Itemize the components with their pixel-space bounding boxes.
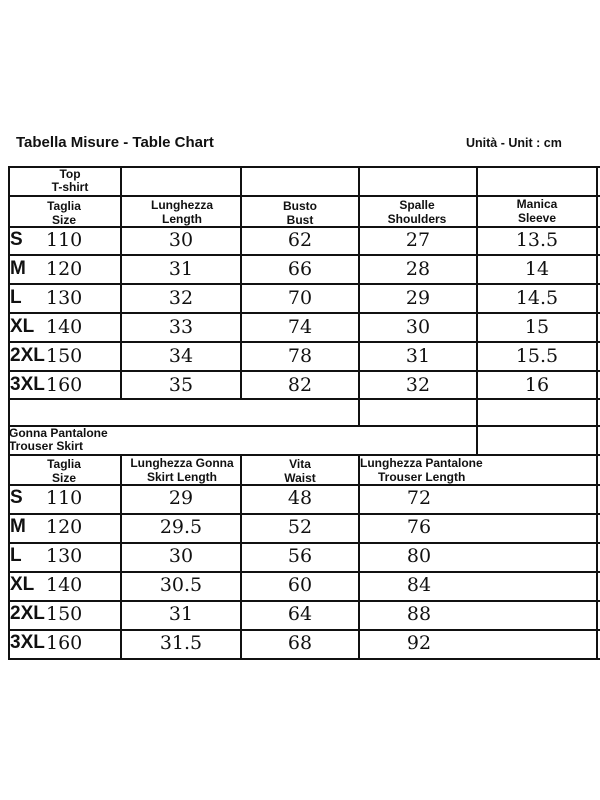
bottom-row-height-value: 110 (46, 487, 83, 509)
bottom-row-size-label: S (10, 487, 23, 508)
top-row-cell: 32 (405, 374, 431, 396)
bottom-row-height-value: 140 (46, 574, 83, 596)
top-row-cell: 16 (524, 374, 550, 396)
top-row-size-label: 3XL (10, 374, 45, 395)
top-row-cell: 35 (168, 374, 194, 396)
bottom-row-size-label: L (10, 545, 22, 566)
top-row-cell: 82 (287, 374, 313, 396)
bottom-row-size-label: XL (10, 574, 35, 595)
top-header-length: Lunghezza Length (151, 198, 213, 226)
bottom-row-cell: 80 (406, 545, 432, 567)
bottom-row-height-value: 120 (46, 516, 83, 538)
top-row-cell: 66 (287, 258, 313, 280)
bottom-section-label-line2: Trouser Skirt (9, 439, 84, 453)
top-row-height-value: 140 (46, 316, 83, 338)
top-row-cell: 28 (405, 258, 431, 280)
bottom-row-cell: 52 (287, 516, 313, 538)
top-row-cell: 13.5 (515, 229, 559, 251)
top-header-shoulders: Spalle Shoulders (387, 198, 447, 226)
top-row-cell: 14 (524, 258, 550, 280)
bottom-row-cell: 29.5 (159, 516, 203, 538)
top-row-cell: 74 (287, 316, 313, 338)
top-row-cell: 70 (287, 287, 313, 309)
top-row-height-value: 120 (46, 258, 83, 280)
top-row-cell: 31 (168, 258, 194, 280)
bottom-row-cell: 92 (406, 632, 432, 654)
bottom-header-waist: Vita Waist (284, 457, 316, 485)
bottom-header-trouser-length: Lunghezza Pantalone Trouser Length (360, 456, 483, 484)
bottom-row-size-label: 2XL (10, 603, 45, 624)
top-row-cell: 30 (405, 316, 431, 338)
bottom-header-size: Taglia Size (47, 457, 81, 485)
bottom-row-cell: 64 (287, 603, 313, 625)
bottom-row-cell: 31 (168, 603, 194, 625)
top-header-bust: Busto Bust (283, 199, 317, 227)
top-row-cell: 27 (405, 229, 431, 251)
top-row-height-value: 130 (46, 287, 83, 309)
bottom-row-height-value: 160 (46, 632, 83, 654)
top-row-height-value: 160 (46, 374, 83, 396)
bottom-row-cell: 68 (287, 632, 313, 654)
top-row-size-label: M (10, 258, 26, 279)
top-row-cell: 15.5 (515, 345, 559, 367)
bottom-row-size-label: M (10, 516, 26, 537)
bottom-row-cell: 84 (406, 574, 432, 596)
top-row-cell: 29 (405, 287, 431, 309)
top-row-size-label: 2XL (10, 345, 45, 366)
top-header-size: Taglia Size (47, 199, 81, 227)
top-row-cell: 78 (287, 345, 313, 367)
bottom-section-label-line1: Gonna Pantalone (9, 426, 108, 440)
bottom-row-cell: 88 (406, 603, 432, 625)
top-row-height-value: 110 (46, 229, 83, 251)
bottom-row-cell: 56 (287, 545, 313, 567)
bottom-row-cell: 72 (406, 487, 432, 509)
top-row-cell: 31 (405, 345, 431, 367)
top-header-sleeve: Manica Sleeve (516, 197, 558, 225)
top-row-size-label: S (10, 229, 23, 250)
bottom-row-height-value: 130 (46, 545, 83, 567)
top-row-cell: 33 (168, 316, 194, 338)
top-section-label (40, 168, 100, 194)
top-row-size-label: L (10, 287, 22, 308)
top-section-label-line2: T-shirt (51, 180, 89, 194)
top-section-label-line1: Top (59, 167, 81, 181)
bottom-row-cell: 30.5 (159, 574, 203, 596)
top-row-cell: 32 (168, 287, 194, 309)
top-row-size-label: XL (10, 316, 35, 337)
bottom-row-cell: 30 (168, 545, 194, 567)
top-row-cell: 62 (287, 229, 313, 251)
top-row-cell: 30 (168, 229, 194, 251)
bottom-row-cell: 31.5 (159, 632, 203, 654)
top-row-cell: 34 (168, 345, 194, 367)
bottom-header-skirt-length: Lunghezza Gonna Skirt Length (130, 456, 234, 484)
bottom-row-cell: 76 (406, 516, 432, 538)
bottom-section-label (9, 427, 108, 453)
top-row-height-value: 150 (46, 345, 83, 367)
bottom-row-cell: 29 (168, 487, 194, 509)
bottom-row-cell: 60 (287, 574, 313, 596)
bottom-row-height-value: 150 (46, 603, 83, 625)
bottom-row-cell: 48 (287, 487, 313, 509)
top-row-cell: 15 (524, 316, 550, 338)
bottom-row-size-label: 3XL (10, 632, 45, 653)
top-row-cell: 14.5 (515, 287, 559, 309)
page-title: Tabella Misure - Table Chart (16, 134, 214, 151)
unit-label: Unità - Unit : cm (466, 136, 562, 150)
